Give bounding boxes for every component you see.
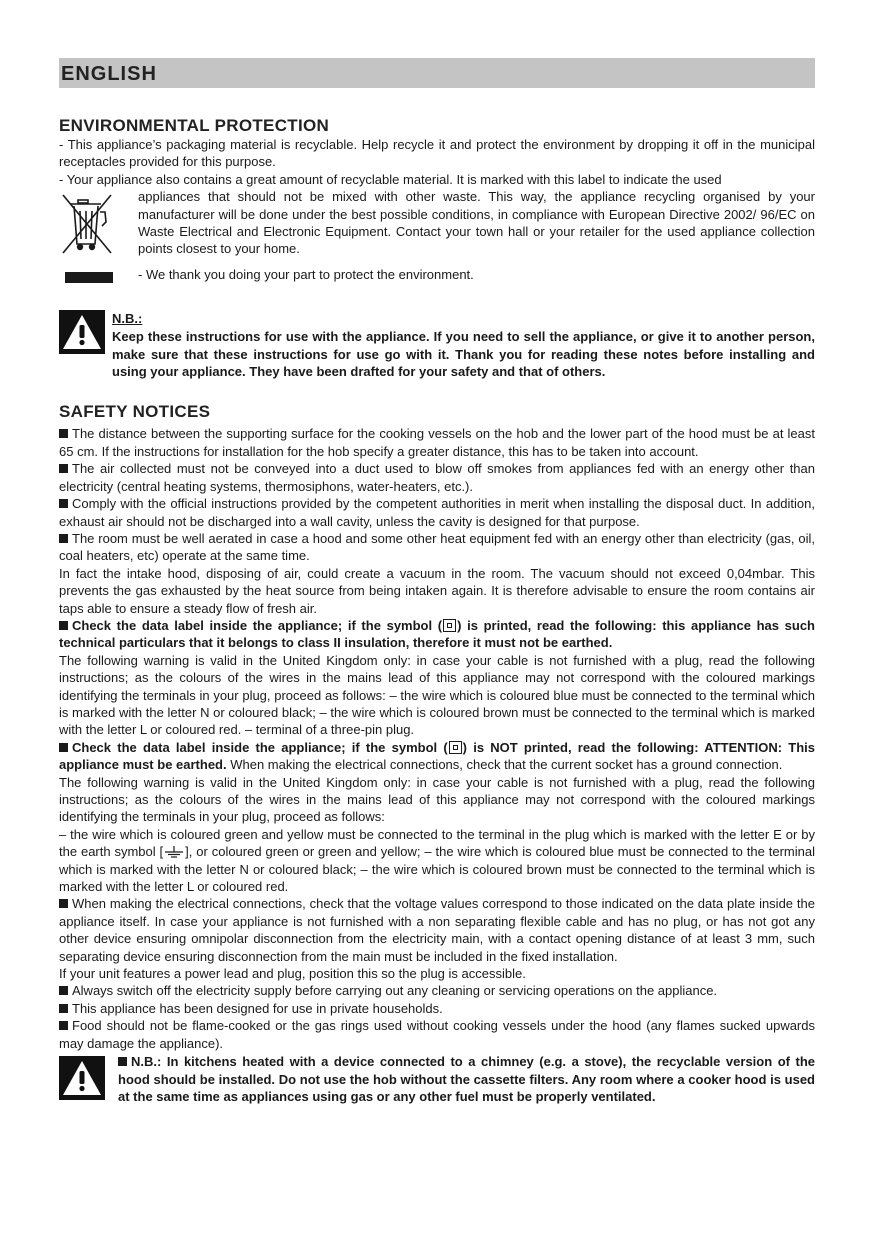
double-insulation-icon bbox=[449, 741, 462, 754]
bullet-square-icon bbox=[59, 534, 68, 543]
safety-text: The air collected must not be conveyed into a duct used to blow off smokes from appliances fed with an energy other than electricity (central heating systems, thermosiphons, water-heaters, etc.). bbox=[59, 461, 815, 494]
warning-icon bbox=[59, 310, 105, 354]
safety-paragraph: If your unit features a power lead and plug, position this so the plug is accessible. bbox=[59, 966, 526, 982]
packaging-paragraph: - This appliance’s packaging material is recyclable. Help recycle it and protect the environment by dropping it off in the municipal receptacles provided for this purpose. bbox=[59, 137, 815, 170]
safety-item-earthed bbox=[59, 739, 815, 774]
page bbox=[59, 58, 815, 1105]
uk-warning-paragraph: The following warning is valid in the United Kingdom only: in case your cable is not furnished with a plug, read the following instructions; as the colours of the wires in the mains lead of this appliance may not correspond with the coloured markings identifying the terminals in your plug, proceed as follows: – the wire which is coloured blue must be connected to the terminal which is marked with the letter N or coloured black; – the wire which is coloured brown must be connected to the terminal which is marked with the letter L or coloured red. – terminal of a three-pin plug. bbox=[59, 652, 815, 738]
safety-item bbox=[59, 495, 815, 530]
safety-text: Comply with the official instructions provided by the competent authorities in merit when installing the disposal duct. In addition, exhaust air should not be discharged into a wall cavity, unless the cavity is designed for that purpose. bbox=[59, 496, 815, 529]
safety-text: Food should not be flame-cooked or the gas rings used without cooking vessels under the hood (any flames sucked upwards may damage the appliance). bbox=[59, 1018, 815, 1051]
bullet-square-icon bbox=[59, 499, 68, 508]
final-warning bbox=[59, 1053, 815, 1105]
safety-paragraph: In fact the intake hood, disposing of air, could create a vacuum in the room. The vacuum should not exceed 0,04mbar. This prevents the gas exhausted by the heat source from being intaken again. It is therefore advisable to ensure the room contains air taps able to ensure a steady flow of fresh air. bbox=[59, 565, 815, 616]
wire-instructions bbox=[59, 826, 815, 896]
safety-text: Check the data label inside the appliance; if the symbol ( bbox=[72, 739, 448, 755]
earth-symbol-icon bbox=[163, 846, 185, 858]
safety-text: N.B.: In kitchens heated with a device connected to a chimney (e.g. a stove), the recyclable version of the hood should be installed. Do not use the hob without the cassette filters. Any room where a cooker hood is used at the same time as appliances using gas or any other fuel must be properly ventilated. bbox=[118, 1054, 815, 1104]
safety-text: The room must be well aerated in case a hood and some other heat equipment fed with an energy other than electricity (gas, oil, coal heaters, etc) operate at the same time. bbox=[59, 530, 815, 564]
bullet-square-icon bbox=[59, 899, 68, 908]
bullet-square-icon bbox=[59, 621, 68, 630]
language-header: ENGLISH bbox=[59, 58, 815, 88]
bullet-square-icon bbox=[59, 743, 68, 752]
bullet-square-icon bbox=[118, 1057, 127, 1066]
nb-label: N.B. bbox=[112, 311, 138, 327]
bullet-square-icon bbox=[59, 464, 68, 473]
safety-item-class2 bbox=[59, 617, 815, 652]
nb-text: Keep these instructions for use with the appliance. If you need to sell the appliance, or give it to another person, make sure that these instructions for use go with it. Thank you for reading these notes before installing and using your appliance. They have been drafted for your safety and that of others. bbox=[112, 329, 815, 380]
safety-text: ) is printed, read the following: this appliance has such technical particulars that it belongs to class II insulation, therefore it must not be earthed. bbox=[59, 617, 815, 651]
final-warning-text bbox=[118, 1053, 815, 1105]
safety-item bbox=[59, 425, 815, 460]
safety-text: ) is NOT printed, read the following: ATTENTION: This appliance must be earthed. bbox=[59, 739, 815, 773]
weee-section bbox=[59, 188, 815, 283]
recyclable-intro: - Your appliance also contains a great amount of recyclable material. It is marked with this label to indicate the used bbox=[59, 171, 722, 187]
bullet-square-icon bbox=[59, 986, 68, 995]
uk-warning-paragraph: The following warning is valid in the United Kingdom only: in case your cable is not furnished with a plug, read the following instructions; as the colours of the wires in the mains lead of this appliance may not correspond with the coloured markings identifying the terminals in your plug, proceed as follows: bbox=[59, 774, 815, 825]
double-insulation-icon bbox=[443, 619, 456, 632]
safety-text: ], or coloured green or green and yellow; – the wire which is coloured blue must be connected to the terminal which is marked with the letter N or coloured black; – the wire which is coloured brown must be connected to the terminal which is marked with the letter L or coloured red. bbox=[59, 844, 815, 895]
bullet-square-icon bbox=[59, 429, 68, 438]
safety-text: When making the electrical connections, check that the voltage values correspond to those indicated on the data plate inside the appliance itself. In case your appliance is not furnished with a non separating flexible cable and has no plug, or has not got any other device ensuring omnipolar disconnection from the electricity main, with a contact opening distance of at least 3 mm, such separating device ensuring disconnection from the main must be included in the fixed installation. bbox=[59, 896, 815, 964]
safety-text: This appliance has been designed for use in private households. bbox=[72, 1000, 443, 1016]
safety-item bbox=[59, 1000, 815, 1017]
safety-item bbox=[59, 895, 815, 965]
safety-item bbox=[59, 982, 815, 999]
safety-item bbox=[59, 460, 815, 495]
weee-marking-bar bbox=[65, 272, 113, 283]
safety-item bbox=[59, 1017, 815, 1052]
safety-text: Check the data label inside the appliance; if the symbol ( bbox=[72, 617, 443, 633]
crossed-bin-icon bbox=[59, 192, 116, 256]
bullet-square-icon bbox=[59, 1021, 68, 1030]
safety-text: When making the electrical connections, check that the current socket has a ground connection. bbox=[226, 757, 783, 773]
recyclable-paragraph: appliances that should not be mixed with other waste. This way, the appliance recycling organised by your manufacturer will be done under the best possible conditions, in compliance with European Directive 2002/ 96/EC on Waste Electrical and Electronic Equipment. Contact your town hall or your retailer for the used appliance collection points closest to your home. bbox=[138, 189, 815, 257]
bullet-square-icon bbox=[59, 1004, 68, 1013]
safety-text: Always switch off the electricity supply before carrying out any cleaning or servicing operations on the appliance. bbox=[72, 983, 718, 999]
safety-notices-title: SAFETY NOTICES bbox=[59, 402, 211, 422]
safety-text: The distance between the supporting surface for the cooking vessels on the hob and the lower part of the hood must be at least 65 cm. If the instructions for installation for the hob specify a greater distance, this has to be taken into account. bbox=[59, 426, 815, 459]
safety-item bbox=[59, 530, 815, 565]
safety-text: – the wire which is coloured green and yellow must be connected to the terminal in the plug which is marked with the letter E or by the earth symbol [ bbox=[59, 826, 815, 860]
thanks-line: - We thank you doing your part to protect the environment. bbox=[138, 266, 474, 282]
environmental-protection-title: ENVIRONMENTAL PROTECTION bbox=[59, 116, 330, 135]
nb-notice: N.B.: Keep these instructions for use with the appliance. If you need to sell the appliance, or give it to another person, make sure that these instructions for use go with it. Thank you for reading these notes before installing and using your appliance. They have been drafted for your safety and that of others. bbox=[59, 310, 815, 380]
warning-icon bbox=[59, 1056, 105, 1100]
